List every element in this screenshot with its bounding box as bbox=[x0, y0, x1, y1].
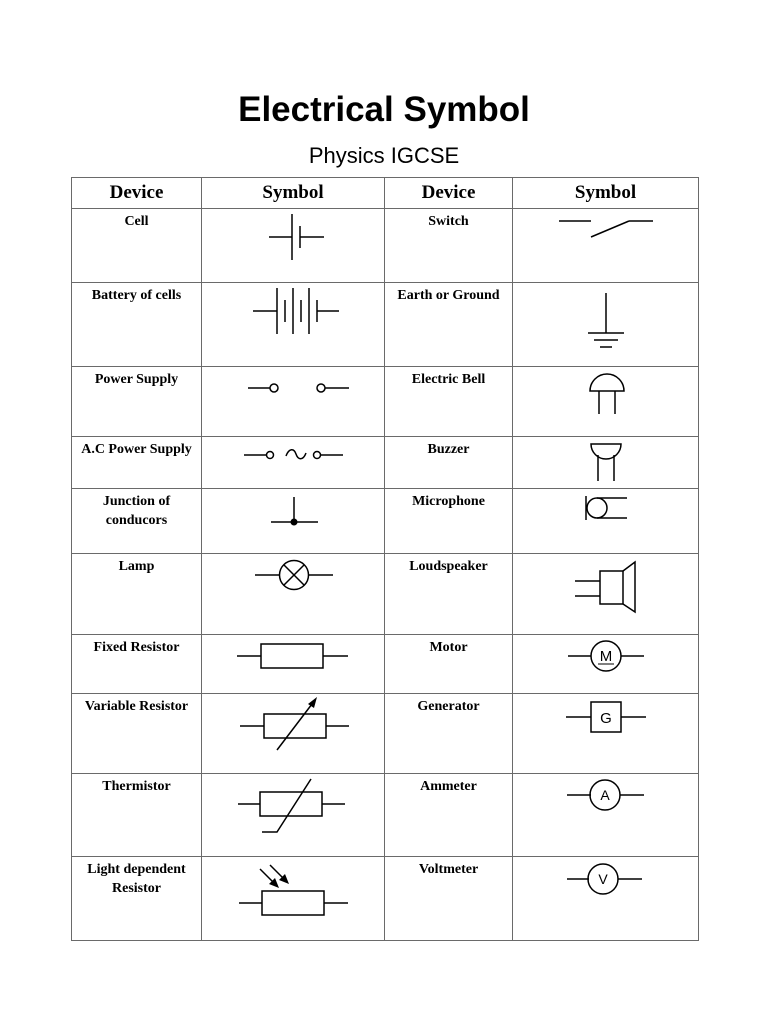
table-row bbox=[72, 694, 699, 774]
symbol-cell bbox=[202, 694, 385, 774]
device-label: Earth or Ground bbox=[397, 288, 500, 303]
device-name-cell bbox=[72, 283, 202, 367]
device-name-cell bbox=[385, 774, 513, 857]
voltmeter-letter: V bbox=[598, 871, 608, 887]
header-device: Device bbox=[385, 178, 513, 209]
generator-symbol-icon bbox=[513, 694, 699, 774]
device-name-cell bbox=[385, 283, 513, 367]
device-label: Junction of conducors bbox=[102, 494, 171, 528]
device-name-cell bbox=[72, 489, 202, 554]
table-row bbox=[72, 367, 699, 437]
device-label: Light dependent Resistor bbox=[87, 862, 186, 896]
symbol-cell bbox=[513, 774, 699, 857]
ammeter-letter: A bbox=[600, 787, 610, 803]
lamp-symbol-icon bbox=[202, 554, 385, 635]
symbol-cell bbox=[202, 635, 385, 694]
variable-resistor-symbol-icon bbox=[202, 694, 385, 774]
device-name-cell bbox=[385, 857, 513, 941]
device-label: Electric Bell bbox=[411, 372, 486, 387]
table-row bbox=[72, 283, 699, 367]
device-name-cell bbox=[72, 554, 202, 635]
device-name-cell bbox=[72, 367, 202, 437]
device-label: Ammeter bbox=[420, 779, 477, 794]
battery-symbol-icon bbox=[202, 283, 385, 367]
device-label: A.C Power Supply bbox=[81, 442, 192, 457]
header-symbol: Symbol bbox=[202, 178, 385, 209]
symbol-cell bbox=[513, 489, 699, 554]
table-row bbox=[72, 857, 699, 941]
device-label: Lamp bbox=[118, 559, 155, 574]
device-name-cell bbox=[385, 367, 513, 437]
table-row bbox=[72, 774, 699, 857]
table-row bbox=[72, 489, 699, 554]
symbol-cell bbox=[202, 283, 385, 367]
device-label: Cell bbox=[124, 214, 149, 229]
buzzer-symbol-icon bbox=[513, 437, 699, 489]
device-label: Thermistor bbox=[102, 779, 171, 794]
device-name-cell bbox=[385, 489, 513, 554]
symbol-cell bbox=[202, 367, 385, 437]
symbol-cell bbox=[202, 489, 385, 554]
symbol-cell bbox=[513, 283, 699, 367]
device-label: Motor bbox=[429, 640, 468, 655]
symbol-cell bbox=[202, 209, 385, 283]
thermistor-symbol-icon bbox=[202, 774, 385, 857]
device-label: Variable Resistor bbox=[84, 699, 189, 714]
device-label: Power Supply bbox=[94, 372, 179, 387]
device-name-cell bbox=[72, 774, 202, 857]
device-name-cell bbox=[385, 437, 513, 489]
device-label: Voltmeter bbox=[418, 862, 479, 877]
device-name-cell bbox=[72, 437, 202, 489]
device-label: Microphone bbox=[412, 494, 485, 509]
earth-symbol-icon bbox=[513, 283, 699, 367]
symbol-cell bbox=[513, 694, 699, 774]
loudspeaker-symbol-icon bbox=[513, 554, 699, 635]
header-symbol: Symbol bbox=[513, 178, 699, 209]
device-name-cell bbox=[385, 694, 513, 774]
device-name-cell bbox=[385, 209, 513, 283]
voltmeter-symbol-icon bbox=[513, 857, 699, 941]
symbols-table bbox=[71, 177, 699, 941]
device-name-cell bbox=[72, 209, 202, 283]
device-label: Buzzer bbox=[427, 442, 470, 457]
page-title: Electrical Symbol bbox=[238, 90, 530, 129]
junction-symbol-icon bbox=[202, 489, 385, 554]
ammeter-symbol-icon bbox=[513, 774, 699, 857]
symbol-cell bbox=[202, 554, 385, 635]
device-label: Fixed Resistor bbox=[93, 640, 180, 655]
page-subtitle: Physics IGCSE bbox=[308, 143, 460, 168]
power-supply-symbol-icon bbox=[202, 367, 385, 437]
device-label: Loudspeaker bbox=[409, 559, 488, 574]
motor-symbol-icon bbox=[513, 635, 699, 694]
ac-power-supply-symbol-icon bbox=[202, 437, 385, 489]
device-name-cell bbox=[72, 635, 202, 694]
table-row bbox=[72, 554, 699, 635]
cell-symbol-icon bbox=[202, 209, 385, 283]
table-header-row bbox=[72, 178, 699, 209]
device-label: Battery of cells bbox=[91, 288, 182, 303]
microphone-symbol-icon bbox=[513, 489, 699, 554]
header-device: Device bbox=[72, 178, 202, 209]
ldr-symbol-icon bbox=[202, 857, 385, 941]
device-name-cell bbox=[385, 635, 513, 694]
symbol-cell bbox=[513, 437, 699, 489]
symbol-cell bbox=[513, 209, 699, 283]
device-name-cell bbox=[385, 554, 513, 635]
device-label: Generator bbox=[417, 699, 480, 714]
table-row bbox=[72, 209, 699, 283]
device-name-cell bbox=[72, 694, 202, 774]
electric-bell-symbol-icon bbox=[513, 367, 699, 437]
symbol-cell bbox=[202, 857, 385, 941]
fixed-resistor-symbol-icon bbox=[202, 635, 385, 694]
table-row bbox=[72, 635, 699, 694]
generator-letter: G bbox=[600, 710, 612, 727]
motor-letter: M bbox=[599, 648, 613, 665]
symbol-cell bbox=[202, 437, 385, 489]
device-label: Switch bbox=[428, 214, 469, 229]
symbol-cell bbox=[513, 367, 699, 437]
table-row bbox=[72, 437, 699, 489]
symbol-cell bbox=[202, 774, 385, 857]
symbol-cell bbox=[513, 857, 699, 941]
device-name-cell bbox=[72, 857, 202, 941]
symbol-cell bbox=[513, 635, 699, 694]
switch-symbol-icon bbox=[513, 209, 699, 283]
symbol-cell bbox=[513, 554, 699, 635]
